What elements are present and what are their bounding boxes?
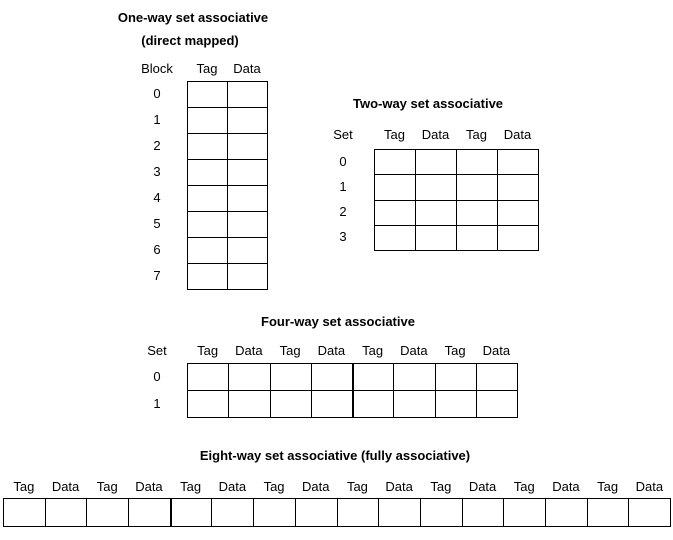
cache-cell — [87, 499, 129, 527]
cache-cell — [375, 201, 416, 226]
cache-cell — [436, 364, 477, 391]
row-label: 4 — [153, 190, 161, 205]
row-label: 0 — [153, 86, 161, 101]
column-header: Tag — [384, 127, 405, 142]
row-label-header: Block — [141, 61, 173, 76]
row-label: 0 — [153, 368, 161, 384]
cache-cell — [457, 226, 498, 251]
diagram-title-four-way: Four-way set associative — [261, 314, 415, 329]
row-label: 3 — [153, 164, 161, 179]
cache-cell — [421, 499, 463, 527]
row-label: 1 — [153, 112, 161, 127]
cache-cell — [188, 134, 228, 160]
column-header: Data — [135, 479, 163, 494]
eight-way-table — [3, 498, 671, 527]
cache-cell — [188, 108, 228, 134]
cache-cell — [353, 391, 394, 418]
cache-cell — [229, 391, 270, 418]
column-header: Tag — [513, 479, 535, 494]
column-header: Tag — [180, 479, 202, 494]
cache-cell — [416, 150, 457, 175]
cache-cell — [375, 150, 416, 175]
column-header: Data — [468, 479, 497, 494]
row-label: 3 — [339, 229, 347, 245]
cache-cell — [228, 134, 268, 160]
column-header: Tag — [279, 343, 301, 358]
cache-cell — [171, 499, 213, 527]
row-label: 1 — [339, 178, 347, 194]
column-header: Data — [482, 343, 511, 358]
column-header: Tag — [13, 479, 35, 494]
cache-cell — [228, 264, 268, 290]
cache-cell — [629, 499, 671, 527]
cache-cell — [228, 160, 268, 186]
column-header: Tag — [466, 127, 487, 142]
cache-cell — [353, 364, 394, 391]
cache-cell — [457, 175, 498, 200]
cache-cell — [338, 499, 380, 527]
cache-cell — [394, 391, 435, 418]
cache-cell — [188, 238, 228, 264]
cache-cell — [312, 364, 353, 391]
cache-cell — [228, 82, 268, 108]
row-label: 6 — [153, 242, 161, 257]
diagram-title-eight-way: Eight-way set associative (fully associative) — [199, 448, 471, 463]
cache-cell — [228, 186, 268, 212]
one-way-table — [187, 81, 268, 290]
column-header: Data — [51, 479, 80, 494]
cache-cell — [477, 364, 518, 391]
column-header: Data — [400, 343, 428, 358]
column-header: Data — [503, 127, 532, 142]
cache-cell — [228, 212, 268, 238]
cache-cell — [312, 391, 353, 418]
cache-cell — [188, 160, 228, 186]
column-header: Data — [421, 127, 450, 142]
row-label: 1 — [153, 395, 161, 411]
column-header: Tag — [346, 479, 368, 494]
column-header: Data — [317, 343, 346, 358]
four-way-table — [187, 363, 518, 418]
cache-cell — [188, 212, 228, 238]
cache-cell — [188, 391, 229, 418]
column-header: Tag — [197, 343, 219, 358]
cache-cell — [394, 364, 435, 391]
diagram-subtitle-one-way: (direct mapped) — [141, 33, 239, 48]
diagram-title-one-way: One-way set associative — [117, 10, 269, 25]
cache-cell — [504, 499, 546, 527]
cache-cell — [457, 201, 498, 226]
cache-cell — [416, 175, 457, 200]
row-label: 2 — [153, 138, 161, 153]
cache-cell — [375, 175, 416, 200]
column-header: Data — [218, 479, 247, 494]
cache-cell — [588, 499, 630, 527]
cache-cell — [271, 391, 312, 418]
row-label: 5 — [153, 216, 161, 231]
cache-cell — [477, 391, 518, 418]
cache-cell — [212, 499, 254, 527]
cache-cell — [546, 499, 588, 527]
cache-cell — [498, 175, 539, 200]
cache-cell — [296, 499, 338, 527]
cache-cell — [229, 364, 270, 391]
cache-cell — [375, 226, 416, 251]
column-header: Data — [552, 479, 580, 494]
row-label: 2 — [339, 204, 347, 220]
column-header: Tag — [430, 479, 452, 494]
row-label: 0 — [339, 153, 347, 169]
column-header: Data — [235, 343, 263, 358]
cache-cell — [457, 150, 498, 175]
cache-cell — [416, 201, 457, 226]
cache-cell — [228, 238, 268, 264]
column-header: Tag — [362, 343, 384, 358]
row-label-header: Set — [333, 127, 353, 142]
cache-cell — [436, 391, 477, 418]
column-header: Tag — [263, 479, 285, 494]
row-label-header: Set — [147, 343, 167, 358]
cache-cell — [129, 499, 171, 527]
cache-cell — [498, 201, 539, 226]
cache-cell — [271, 364, 312, 391]
cache-cell — [4, 499, 46, 527]
column-header: Tag — [597, 479, 619, 494]
cache-cell — [188, 82, 228, 108]
column-header: Tag — [96, 479, 118, 494]
column-header: Data — [635, 479, 664, 494]
column-header: Tag — [444, 343, 466, 358]
column-header: Data — [302, 479, 330, 494]
cache-cell — [254, 499, 296, 527]
column-header: Data — [385, 479, 413, 494]
diagram-title-two-way: Two-way set associative — [352, 96, 504, 111]
cache-cell — [46, 499, 88, 527]
column-header: Tag — [196, 61, 218, 76]
cache-cell — [188, 264, 228, 290]
cache-cell — [228, 108, 268, 134]
row-label: 7 — [153, 268, 161, 283]
column-header: Data — [233, 61, 261, 76]
cache-cell — [379, 499, 421, 527]
cache-cell — [463, 499, 505, 527]
cache-cell — [188, 364, 229, 391]
cache-cell — [498, 226, 539, 251]
two-way-table — [374, 149, 539, 251]
cache-cell — [498, 150, 539, 175]
cache-cell — [416, 226, 457, 251]
cache-cell — [188, 186, 228, 212]
